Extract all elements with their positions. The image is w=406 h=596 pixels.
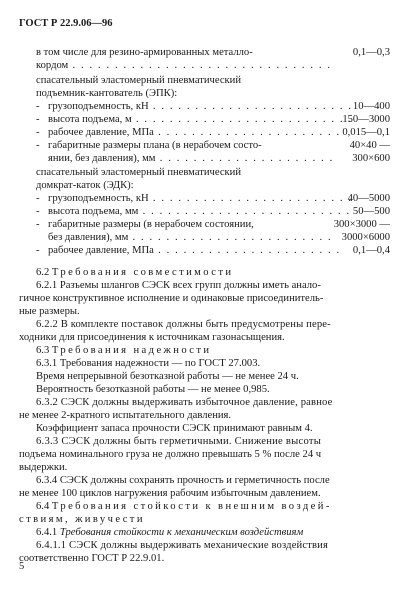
paragraph-line: 6.3.4 СЭСК должны сохранять прочность и герметичность после <box>36 475 330 486</box>
spec-group-title: спасательный эластомерный пневматический <box>36 167 242 178</box>
leader-dots: . . . . . . . . . . . . . . . . . . . . . . . . <box>148 193 353 204</box>
page-number: 5 <box>19 561 25 572</box>
leader-dots: . . . . . . . . . . . . . . . . . . . . . <box>155 153 334 164</box>
paragraph-line: 6.3.2 СЭСК должны выдерживать избыточное давление, равное <box>36 397 333 408</box>
leader-dots: . . . . . . . . . . . . . . . . . . . . . . . . <box>128 232 333 243</box>
paragraph-line: гичное конструктивное исполнение и одинаковые присоединитель- <box>19 293 324 304</box>
list-bullet: - <box>36 193 40 204</box>
paragraph-line: 6.3.1 Требования надежности — по ГОСТ 27.003. <box>36 358 261 369</box>
spec-label: грузоподъемность, кН <box>48 193 149 204</box>
spec-value: 50—500 <box>352 206 390 217</box>
spec-value: 0,015—0,1 <box>342 127 390 138</box>
spec-label: высота подъема, мм <box>48 206 139 217</box>
spec-value: 0,1—0,3 <box>352 47 390 58</box>
spec-label: рабочее давление, МПа <box>48 245 154 256</box>
list-bullet: - <box>36 206 40 217</box>
spec-label: габаритные размеры плана (в нерабочем состо- <box>48 140 262 151</box>
list-bullet: - <box>36 127 40 138</box>
paragraph-line: не менее 2-кратного испытательного давления. <box>19 410 232 421</box>
paragraph-line: ходники для присоединения к источникам газонасыщения. <box>19 332 285 343</box>
subsection-heading: 6.4.1 Требования стойкости к механическим воздействиям <box>36 527 304 538</box>
list-bullet: - <box>36 140 40 151</box>
spec-value: 300×3000 — <box>333 219 390 230</box>
spec-row <box>48 126 341 139</box>
leader-dots: . . . . . . . . . . . . . . . . . . . . . . <box>153 127 341 138</box>
paragraph-line: 6.4.1.1 СЭСК должны выдерживать механические воздействия <box>36 540 328 551</box>
spec-row <box>48 152 334 165</box>
leader-dots: . . . . . . . . . . . . . . . . . . . . . . . . . <box>138 206 351 217</box>
paragraph-line: ные размеры. <box>19 306 80 317</box>
spec-row <box>48 244 341 257</box>
spec-row <box>48 100 353 113</box>
spec-row <box>48 192 353 205</box>
spec-label: янии, без давления), мм <box>48 153 156 164</box>
spec-value: 300×600 <box>352 153 390 164</box>
spec-label: высота подъема, м <box>48 114 132 125</box>
document-header: ГОСТ Р 22.9.06—96 <box>19 18 113 29</box>
spec-row <box>48 205 351 218</box>
list-bullet: - <box>36 219 40 230</box>
section-heading-cont: ствиям, живучести <box>19 514 145 525</box>
spec-group-title: подъемник-кантователь (ЭПК): <box>36 88 178 99</box>
list-bullet: - <box>36 114 40 125</box>
leader-dots: . . . . . . . . . . . . . . . . . . . . . . . . . . . . . . . <box>68 60 332 71</box>
spec-label: кордом <box>36 60 69 71</box>
paragraph-line: выдержки. <box>19 462 68 473</box>
paragraph-line: Коэффициент запаса прочности СЭСК принимают равным 4. <box>36 423 313 434</box>
paragraph-line: Вероятность безотказной работы — не менее 0,985. <box>36 384 270 395</box>
spec-row <box>48 231 333 244</box>
spec-value: 40×40 — <box>349 140 390 151</box>
list-bullet: - <box>36 245 40 256</box>
paragraph-line: соответственно ГОСТ Р 22.9.01. <box>19 553 165 564</box>
leader-dots: . . . . . . . . . . . . . . . . . . . . . . <box>153 245 341 256</box>
spec-value: 10—400 <box>352 101 390 112</box>
section-heading: 6.4 Требования стойкости к внешним воздей- <box>36 501 332 512</box>
spec-label: рабочее давление, МПа <box>48 127 154 138</box>
paragraph-line: 6.2.1 Разъемы шлангов СЭСК всех групп должны иметь анало- <box>36 280 321 291</box>
leader-dots: . . . . . . . . . . . . . . . . . . . . . . . . . . <box>131 114 353 125</box>
spec-row <box>36 59 332 72</box>
paragraph-line: 6.3.3 СЭСК должны быть герметичными. Снижение высоты <box>36 436 322 447</box>
section-heading: 6.2 Требования совместимости <box>36 267 234 278</box>
spec-row <box>48 113 353 126</box>
spec-value: 40—5000 <box>347 193 390 204</box>
list-bullet: - <box>36 101 40 112</box>
spec-value: 3000×6000 <box>341 232 390 243</box>
leader-dots: . . . . . . . . . . . . . . . . . . . . . . . . <box>148 101 353 112</box>
paragraph-line: не менее 100 циклов нагружения рабочим избыточным давлением. <box>19 488 321 499</box>
spec-label: габаритные размеры (в нерабочем состоянии, <box>48 219 254 230</box>
spec-label: грузоподъемность, кН <box>48 101 149 112</box>
paragraph-line: 6.2.2 В комплекте поставок должны быть предусмотрены пере- <box>36 319 331 330</box>
spec-value: 150—3000 <box>342 114 390 125</box>
paragraph-line: подъема номинального груза не должно превышать 5 % после 24 ч <box>19 449 322 460</box>
spec-group-title: спасательный эластомерный пневматический <box>36 75 242 86</box>
spec-label: без давления), мм <box>48 232 129 243</box>
paragraph-line: Время непрерывной безотказной работы — не менее 24 ч. <box>36 371 299 382</box>
section-heading: 6.3 Требования надежности <box>36 345 212 356</box>
spec-text: в том числе для резино-армированных металло- <box>36 47 253 58</box>
spec-value: 0,1—0,4 <box>352 245 390 256</box>
spec-group-title: домкрат-каток (ЭДК): <box>36 180 134 191</box>
